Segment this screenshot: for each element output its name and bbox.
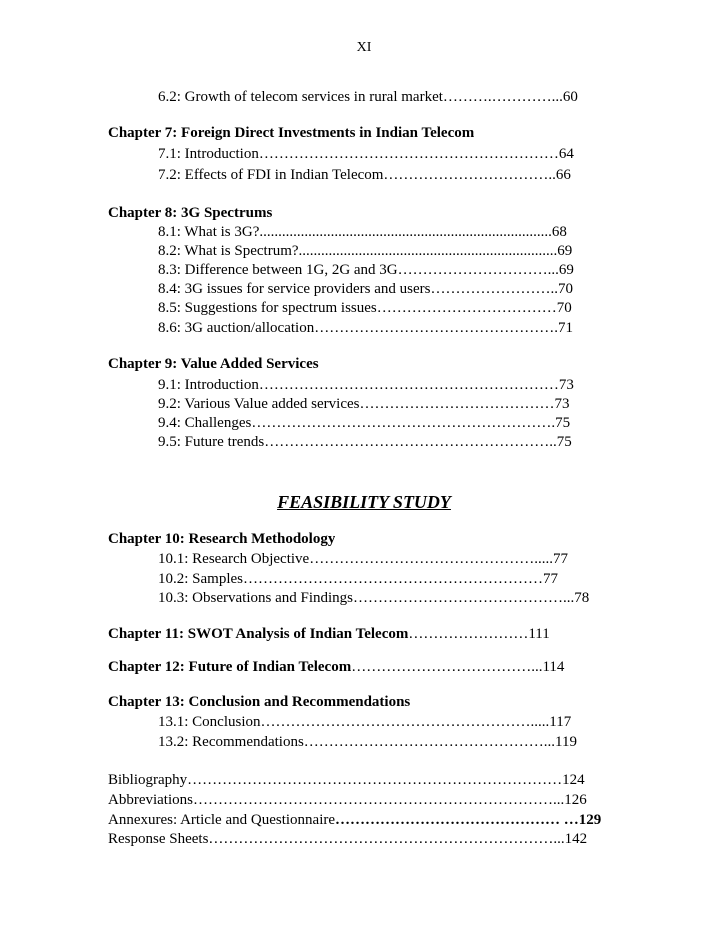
annexures-leader: ……………………………………… …129 <box>335 812 602 828</box>
toc-entry-13-1: 13.1: Conclusion……………………………………………….....117 <box>158 714 572 730</box>
toc-entry-abbreviations: Abbreviations………………………………………………………………...126 <box>108 792 587 808</box>
chapter-11-leader: ……………………111 <box>408 626 550 642</box>
toc-entry-8-3: 8.3: Difference between 1G, 2G and 3G…………………………...69 <box>158 262 574 278</box>
toc-entry-chapter-11 <box>108 625 624 643</box>
toc-entry-8-6: 8.6: 3G auction/allocation………………………………………….71 <box>158 320 573 336</box>
toc-entry-8-2: 8.2: What is Spectrum?.....................................................................69 <box>158 243 573 259</box>
toc-entry-10-3: 10.3: Observations and Findings……………………………………...78 <box>158 590 590 606</box>
toc-entry-13-2: 13.2: Recommendations…………………………………………...119 <box>158 734 578 750</box>
toc-entry-7-2: 7.2: Effects of FDI in Indian Telecom……………………………..66 <box>158 167 571 183</box>
toc-entry-9-4: 9.4: Challenges…………………………………………………….75 <box>158 415 571 431</box>
toc-entry-annexures <box>108 811 624 829</box>
toc-entry-8-4: 8.4: 3G issues for service providers and users……………………..70 <box>158 281 573 297</box>
toc-entry-response-sheets: Response Sheets……………………………………………………………...142 <box>108 831 588 847</box>
toc-entry-10-2: 10.2: Samples……………………………………………………77 <box>158 571 558 587</box>
toc-entry-9-1: 9.1: Introduction……………………………………………………73 <box>158 377 574 393</box>
chapter-12-leader: ………………………………...114 <box>351 659 565 675</box>
toc-entry-9-2: 9.2: Various Value added services…………………………………73 <box>158 396 570 412</box>
annexures-label: Annexures: Article and Questionnaire <box>108 812 336 828</box>
chapter-10-heading: Chapter 10: Research Methodology <box>108 531 336 547</box>
toc-entry-7-1: 7.1: Introduction……………………………………………………64 <box>158 146 574 162</box>
feasibility-study-heading: FEASIBILITY STUDY <box>277 492 451 512</box>
toc-entry-10-1: 10.1: Research Objective……………………………………….....77 <box>158 551 568 567</box>
toc-entry-9-5: 9.5: Future trends…………………………………………………..75 <box>158 434 572 450</box>
toc-entry-bibliography: Bibliography…………………………………………………………………124 <box>108 772 585 788</box>
chapter-9-heading: Chapter 9: Value Added Services <box>108 356 319 372</box>
toc-entry-6-2: 6.2: Growth of telecom services in rural market……….…………...60 <box>158 89 578 105</box>
chapter-11-heading: Chapter 11: SWOT Analysis of Indian Telecom <box>108 626 409 642</box>
toc-entry-8-5: 8.5: Suggestions for spectrum issues………………………………70 <box>158 300 572 316</box>
chapter-8-heading: Chapter 8: 3G Spectrums <box>108 205 273 221</box>
chapter-13-heading: Chapter 13: Conclusion and Recommendations <box>108 694 411 710</box>
toc-entry-chapter-12 <box>108 658 624 676</box>
chapter-7-heading: Chapter 7: Foreign Direct Investments in Indian Telecom <box>108 125 475 141</box>
toc-entry-8-1: 8.1: What is 3G?..............................................................................68 <box>158 224 567 240</box>
page-number: XI <box>356 40 372 55</box>
chapter-12-heading: Chapter 12: Future of Indian Telecom <box>108 659 352 675</box>
